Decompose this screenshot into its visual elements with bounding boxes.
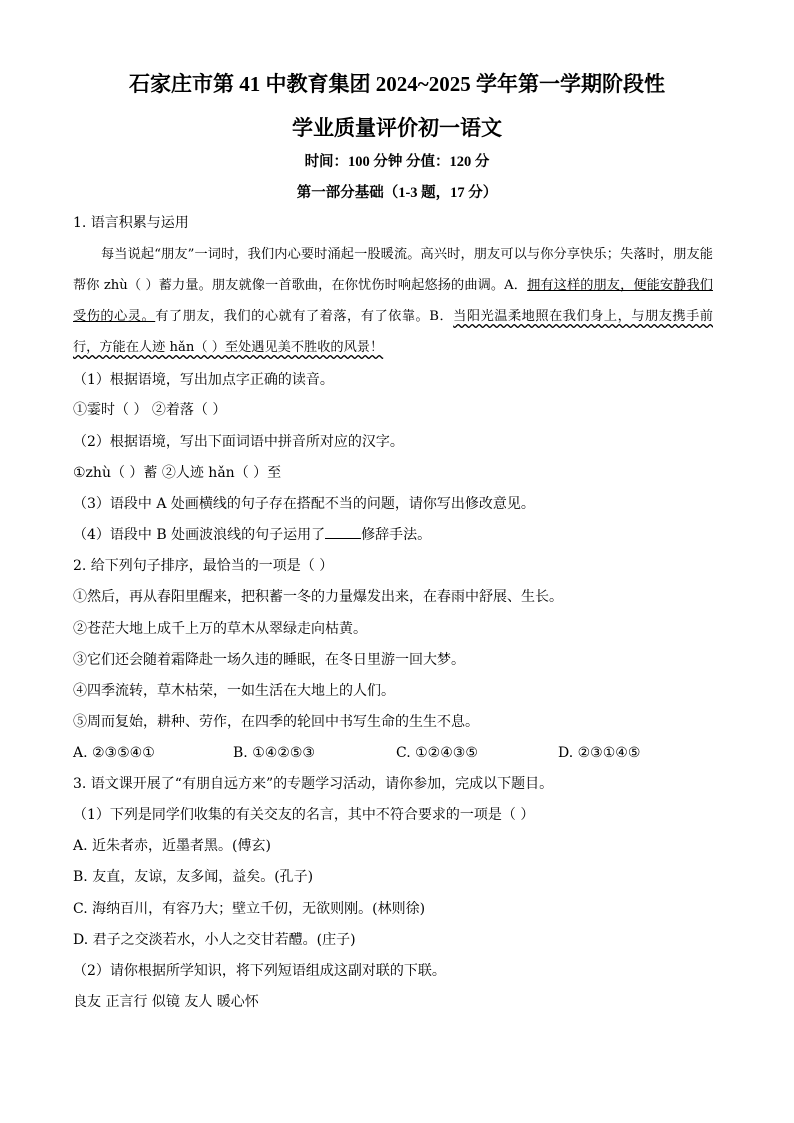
q3-sub1: （1）下列是同学们收集的有关交友的名言，其中不符合要求的一项是（ ） [73, 807, 535, 823]
q2-item: ⑤周而复始，耕种、劳作，在四季的轮回中书写生命的生生不息。 [73, 714, 479, 730]
q3-option-b: B. 友直，友谅，友多闻，益矣。(孔子) [73, 869, 314, 885]
q3-option-a: A. 近朱者赤，近墨者黑。(傅玄) [73, 838, 271, 854]
q2-item: ③它们还会随着霜降赴一场久违的睡眠，在冬日里游一回大梦。 [73, 652, 465, 668]
part-heading: 第一部分基础（1-3 题，17 分） [296, 185, 498, 201]
passage-text-1: 每当说起“朋友”一词时，我们内心要时涌起一股暖流。高兴时，朋友可以与你分享快乐；失落时，朋友能帮你 zhù（ ）蓄力量。朋友就像一首歌曲，在你忧伤时响起悠扬的曲调。A． [73, 247, 713, 293]
passage-sentence-a: 拥有这样的朋友，便能安静我们受伤的心灵。 [73, 278, 713, 324]
exam-title-line1: 石家庄市第 41 中教育集团 2024~2025 学年第一学期阶段性 [129, 72, 665, 96]
q3-sub2: （2）请你根据所学知识，将下列短语组成这副对联的下联。 [73, 963, 446, 979]
q1-sub2: （2）根据语境，写出下面词语中拼音所对应的汉字。 [73, 434, 404, 450]
q1-sub4 [73, 525, 431, 545]
passage-text-2: 有了朋友，我们的心就有了着落，有了依靠。B． [155, 309, 454, 324]
q2-option-a: A. ②③⑤④① [73, 745, 155, 761]
q2-item: ①然后，再从春阳里醒来，把积蓄一冬的力量爆发出来，在春雨中舒展、生长。 [73, 589, 563, 605]
q1-heading: 1. 语言积累与运用 [73, 215, 189, 231]
answer-blank [325, 526, 361, 539]
q2-option-d: D. ②③①④⑤ [558, 745, 641, 761]
q3-sub2-words: 良友 正言行 似镜 友人 暖心怀 [73, 994, 259, 1010]
q2-option-b: B. ①④②⑤③ [233, 745, 315, 761]
q3-option-d: D. 君子之交淡若水，小人之交甘若醴。(庄子) [73, 932, 356, 948]
q2-item: ②苍茫大地上成千上万的草木从翠绿走向枯黄。 [73, 621, 367, 637]
q1-sub4-text-end: 修辞手法。 [361, 527, 432, 543]
q2-option-c: C. ①②④③⑤ [396, 745, 478, 761]
time-score-info: 时间：100 分钟 分值：120 分 [304, 154, 490, 170]
q1-sub1-items: ①霎时（ ） ②着落（ ） [73, 402, 227, 418]
q2-item: ④四季流转，草木枯荣，一如生活在大地上的人们。 [73, 683, 395, 699]
passage-sentence-b: 当阳光温柔地照在我们身上，与朋友携手前行，方能在人迹 hǎn（ ）至处遇见美不胜收的风景！ [73, 309, 713, 355]
q1-sub2-items: ①zhù（ ）蓄 ②人迹 hǎn（ ）至 [73, 465, 282, 481]
q1-sub4-text: （4）语段中 B 处画波浪线的句子运用了 [73, 527, 326, 543]
q3-heading: 3. 语文课开展了“有朋自远方来”的专题学习活动，请你参加，完成以下题目。 [73, 776, 554, 792]
q1-sub1: （1）根据语境，写出加点字正确的读音。 [73, 372, 334, 388]
exam-title-line2: 学业质量评价初一语文 [292, 116, 502, 140]
q3-option-c: C. 海纳百川，有容乃大；壁立千仞，无欲则刚。(林则徐) [73, 901, 426, 917]
q1-sub3: （3）语段中 A 处画横线的句子存在搭配不当的问题，请你写出修改意见。 [73, 496, 535, 512]
q2-heading: 2. 给下列句子排序，最恰当的一项是（ ） [73, 558, 334, 574]
q1-passage [73, 239, 713, 363]
